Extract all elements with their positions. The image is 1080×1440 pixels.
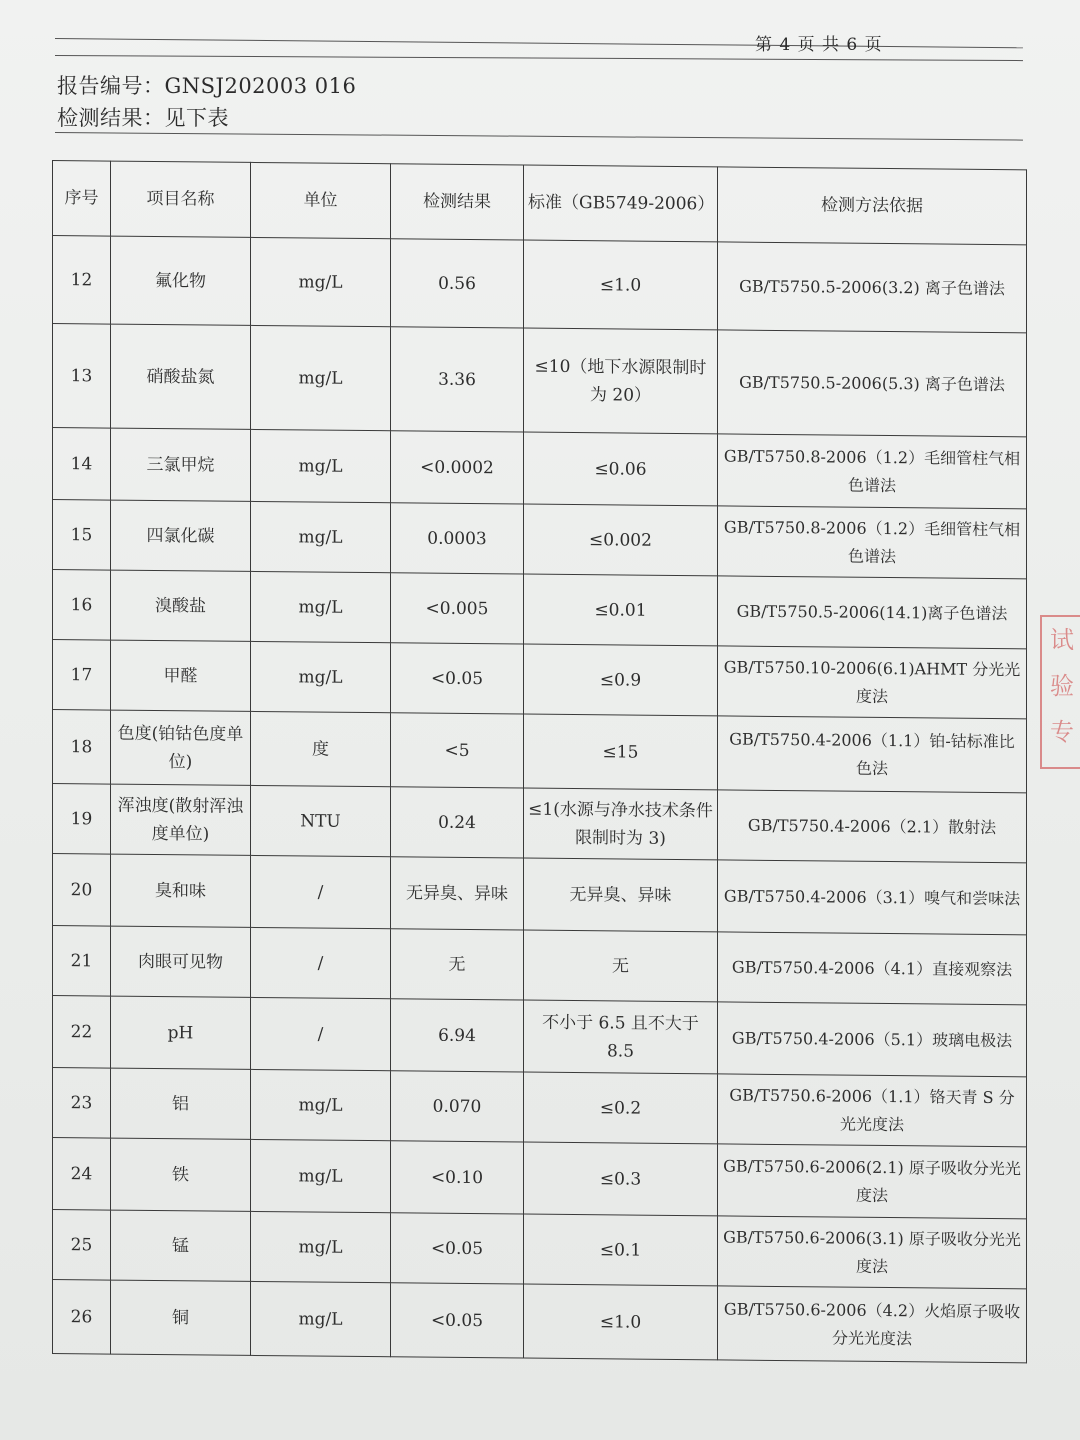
cell-unit: 度 [251, 711, 391, 786]
col-header-unit: 单位 [251, 162, 391, 238]
cell-standard: ≤0.9 [524, 644, 718, 716]
table-header-row [53, 161, 1027, 245]
cell-method: GB/T5750.5-2006(14.1)离子色谱法 [718, 576, 1027, 649]
header-rule [55, 132, 1023, 141]
top-rule-lower [55, 55, 1023, 61]
table-row [53, 236, 1027, 333]
cell-method: GB/T5750.6-2006(2.1) 原子吸收分光光度法 [718, 1144, 1027, 1219]
cell-standard: 无 [524, 930, 718, 1002]
cell-unit: mg/L [251, 1069, 391, 1140]
cell-no: 25 [53, 1210, 111, 1281]
cell-unit: mg/L [251, 237, 391, 326]
cell-standard: ≤1.0 [524, 1284, 718, 1360]
cell-item: 锰 [111, 1210, 251, 1281]
table-row [53, 500, 1027, 579]
cell-item: 铁 [111, 1138, 251, 1211]
cell-unit: mg/L [251, 1281, 391, 1356]
cell-unit: / [251, 997, 391, 1070]
table-row [53, 926, 1027, 1005]
cell-item: 色度(铂钴色度单位) [111, 710, 251, 785]
cell-method: GB/T5750.6-2006（1.1）铬天青 S 分光光度法 [718, 1074, 1027, 1147]
table-row [53, 854, 1027, 935]
cell-standard: ≤0.06 [524, 432, 718, 506]
cell-result: 0.070 [391, 1071, 524, 1142]
cell-result: <0.005 [391, 573, 524, 644]
cell-item: 肉眼可见物 [111, 926, 251, 997]
cell-item: 三氯甲烷 [111, 428, 251, 501]
cell-unit: mg/L [251, 1139, 391, 1212]
page-number: 第 4 页 共 6 页 [755, 35, 883, 55]
cell-no: 22 [53, 996, 111, 1069]
table-row [53, 1068, 1027, 1147]
cell-standard: ≤15 [524, 714, 718, 790]
cell-standard: ≤10（地下水源限制时为 20） [524, 328, 718, 434]
cell-unit: mg/L [251, 429, 391, 502]
report-number: 报告编号：GNSJ202003 016 [57, 74, 357, 98]
cell-no: 18 [53, 710, 111, 785]
cell-result: <5 [391, 713, 524, 788]
cell-standard: ≤1(水源与净水技术条件限制时为 3) [524, 788, 718, 860]
col-header-method: 检测方法依据 [718, 167, 1027, 245]
cell-result: <0.05 [391, 1213, 524, 1284]
cell-result: 无异臭、异味 [391, 857, 524, 930]
cell-unit: NTU [251, 785, 391, 856]
cell-item: 硝酸盐氮 [111, 324, 251, 429]
cell-method: GB/T5750.8-2006（1.2）毛细管柱气相色谱法 [718, 506, 1027, 579]
cell-standard: ≤0.1 [524, 1214, 718, 1286]
cell-item: 四氯化碳 [111, 500, 251, 571]
cell-item: 甲醛 [111, 640, 251, 711]
cell-item: 臭和味 [111, 854, 251, 927]
table-row [53, 1210, 1027, 1289]
table-body [53, 236, 1027, 1363]
cell-no: 13 [53, 324, 111, 429]
cell-unit: mg/L [251, 325, 391, 430]
results-table [52, 160, 1027, 1363]
table-row [53, 1280, 1027, 1363]
cell-method: GB/T5750.4-2006（2.1）散射法 [718, 790, 1027, 863]
cell-standard: ≤0.2 [524, 1072, 718, 1144]
cell-method: GB/T5750.4-2006（1.1）铂-钴标准比色法 [718, 716, 1027, 793]
cell-result: 6.94 [391, 999, 524, 1072]
col-header-no: 序号 [53, 161, 111, 237]
cell-standard: 无异臭、异味 [524, 858, 718, 932]
cell-no: 19 [53, 784, 111, 855]
table-row [53, 640, 1027, 719]
cell-no: 21 [53, 926, 111, 997]
cell-method: GB/T5750.6-2006(3.1) 原子吸收分光光度法 [718, 1216, 1027, 1289]
table-row [53, 428, 1027, 509]
cell-method: GB/T5750.5-2006(5.3) 离子色谱法 [718, 330, 1027, 437]
cell-no: 17 [53, 640, 111, 711]
cell-no: 14 [53, 428, 111, 501]
cell-standard: 不小于 6.5 且不大于 8.5 [524, 1000, 718, 1074]
cell-no: 23 [53, 1068, 111, 1139]
table-row [53, 324, 1027, 437]
cell-unit: mg/L [251, 641, 391, 712]
cell-result: <0.0002 [391, 431, 524, 504]
col-header-item: 项目名称 [111, 161, 251, 237]
cell-no: 12 [53, 236, 111, 325]
cell-standard: ≤0.002 [524, 504, 718, 576]
cell-result: <0.05 [391, 643, 524, 714]
cell-method: GB/T5750.5-2006(3.2) 离子色谱法 [718, 242, 1027, 333]
table-row [53, 710, 1027, 793]
cell-method: GB/T5750.4-2006（5.1）玻璃电极法 [718, 1002, 1027, 1077]
cell-result: 3.36 [391, 327, 524, 432]
cell-result: 0.56 [391, 239, 524, 328]
cell-no: 20 [53, 854, 111, 927]
cell-method: GB/T5750.4-2006（4.1）直接观察法 [718, 932, 1027, 1005]
cell-method: GB/T5750.4-2006（3.1）嗅气和尝味法 [718, 860, 1027, 935]
cell-no: 16 [53, 570, 111, 641]
result-label: 检测结果：见下表 [57, 106, 229, 130]
cell-unit: / [251, 855, 391, 928]
cell-item: pH [111, 996, 251, 1069]
cell-no: 26 [53, 1280, 111, 1355]
cell-unit: mg/L [251, 1211, 391, 1282]
cell-unit: / [251, 927, 391, 998]
cell-result: <0.10 [391, 1141, 524, 1214]
cell-result: <0.05 [391, 1283, 524, 1358]
cell-item: 铜 [111, 1280, 251, 1355]
red-stamp: 试 验 专 [1040, 615, 1080, 769]
cell-item: 浑浊度(散射浑浊度单位) [111, 784, 251, 855]
cell-result: 0.0003 [391, 503, 524, 574]
cell-unit: mg/L [251, 501, 391, 572]
cell-no: 15 [53, 500, 111, 571]
cell-standard: ≤0.01 [524, 574, 718, 646]
cell-result: 0.24 [391, 787, 524, 858]
cell-result: 无 [391, 929, 524, 1000]
cell-item: 溴酸盐 [111, 570, 251, 641]
table-row [53, 1138, 1027, 1219]
cell-method: GB/T5750.10-2006(6.1)AHMT 分光光度法 [718, 646, 1027, 719]
cell-method: GB/T5750.6-2006（4.2）火焰原子吸收分光光度法 [718, 1286, 1027, 1363]
table-row [53, 996, 1027, 1077]
col-header-standard: 标准（GB5749-2006） [524, 165, 718, 242]
cell-method: GB/T5750.8-2006（1.2）毛细管柱气相色谱法 [718, 434, 1027, 509]
cell-unit: mg/L [251, 571, 391, 642]
cell-standard: ≤0.3 [524, 1142, 718, 1216]
table-row [53, 784, 1027, 863]
col-header-result: 检测结果 [391, 164, 524, 240]
cell-item: 铝 [111, 1068, 251, 1139]
cell-item: 氟化物 [111, 236, 251, 325]
cell-standard: ≤1.0 [524, 240, 718, 330]
cell-no: 24 [53, 1138, 111, 1211]
table-row [53, 570, 1027, 649]
